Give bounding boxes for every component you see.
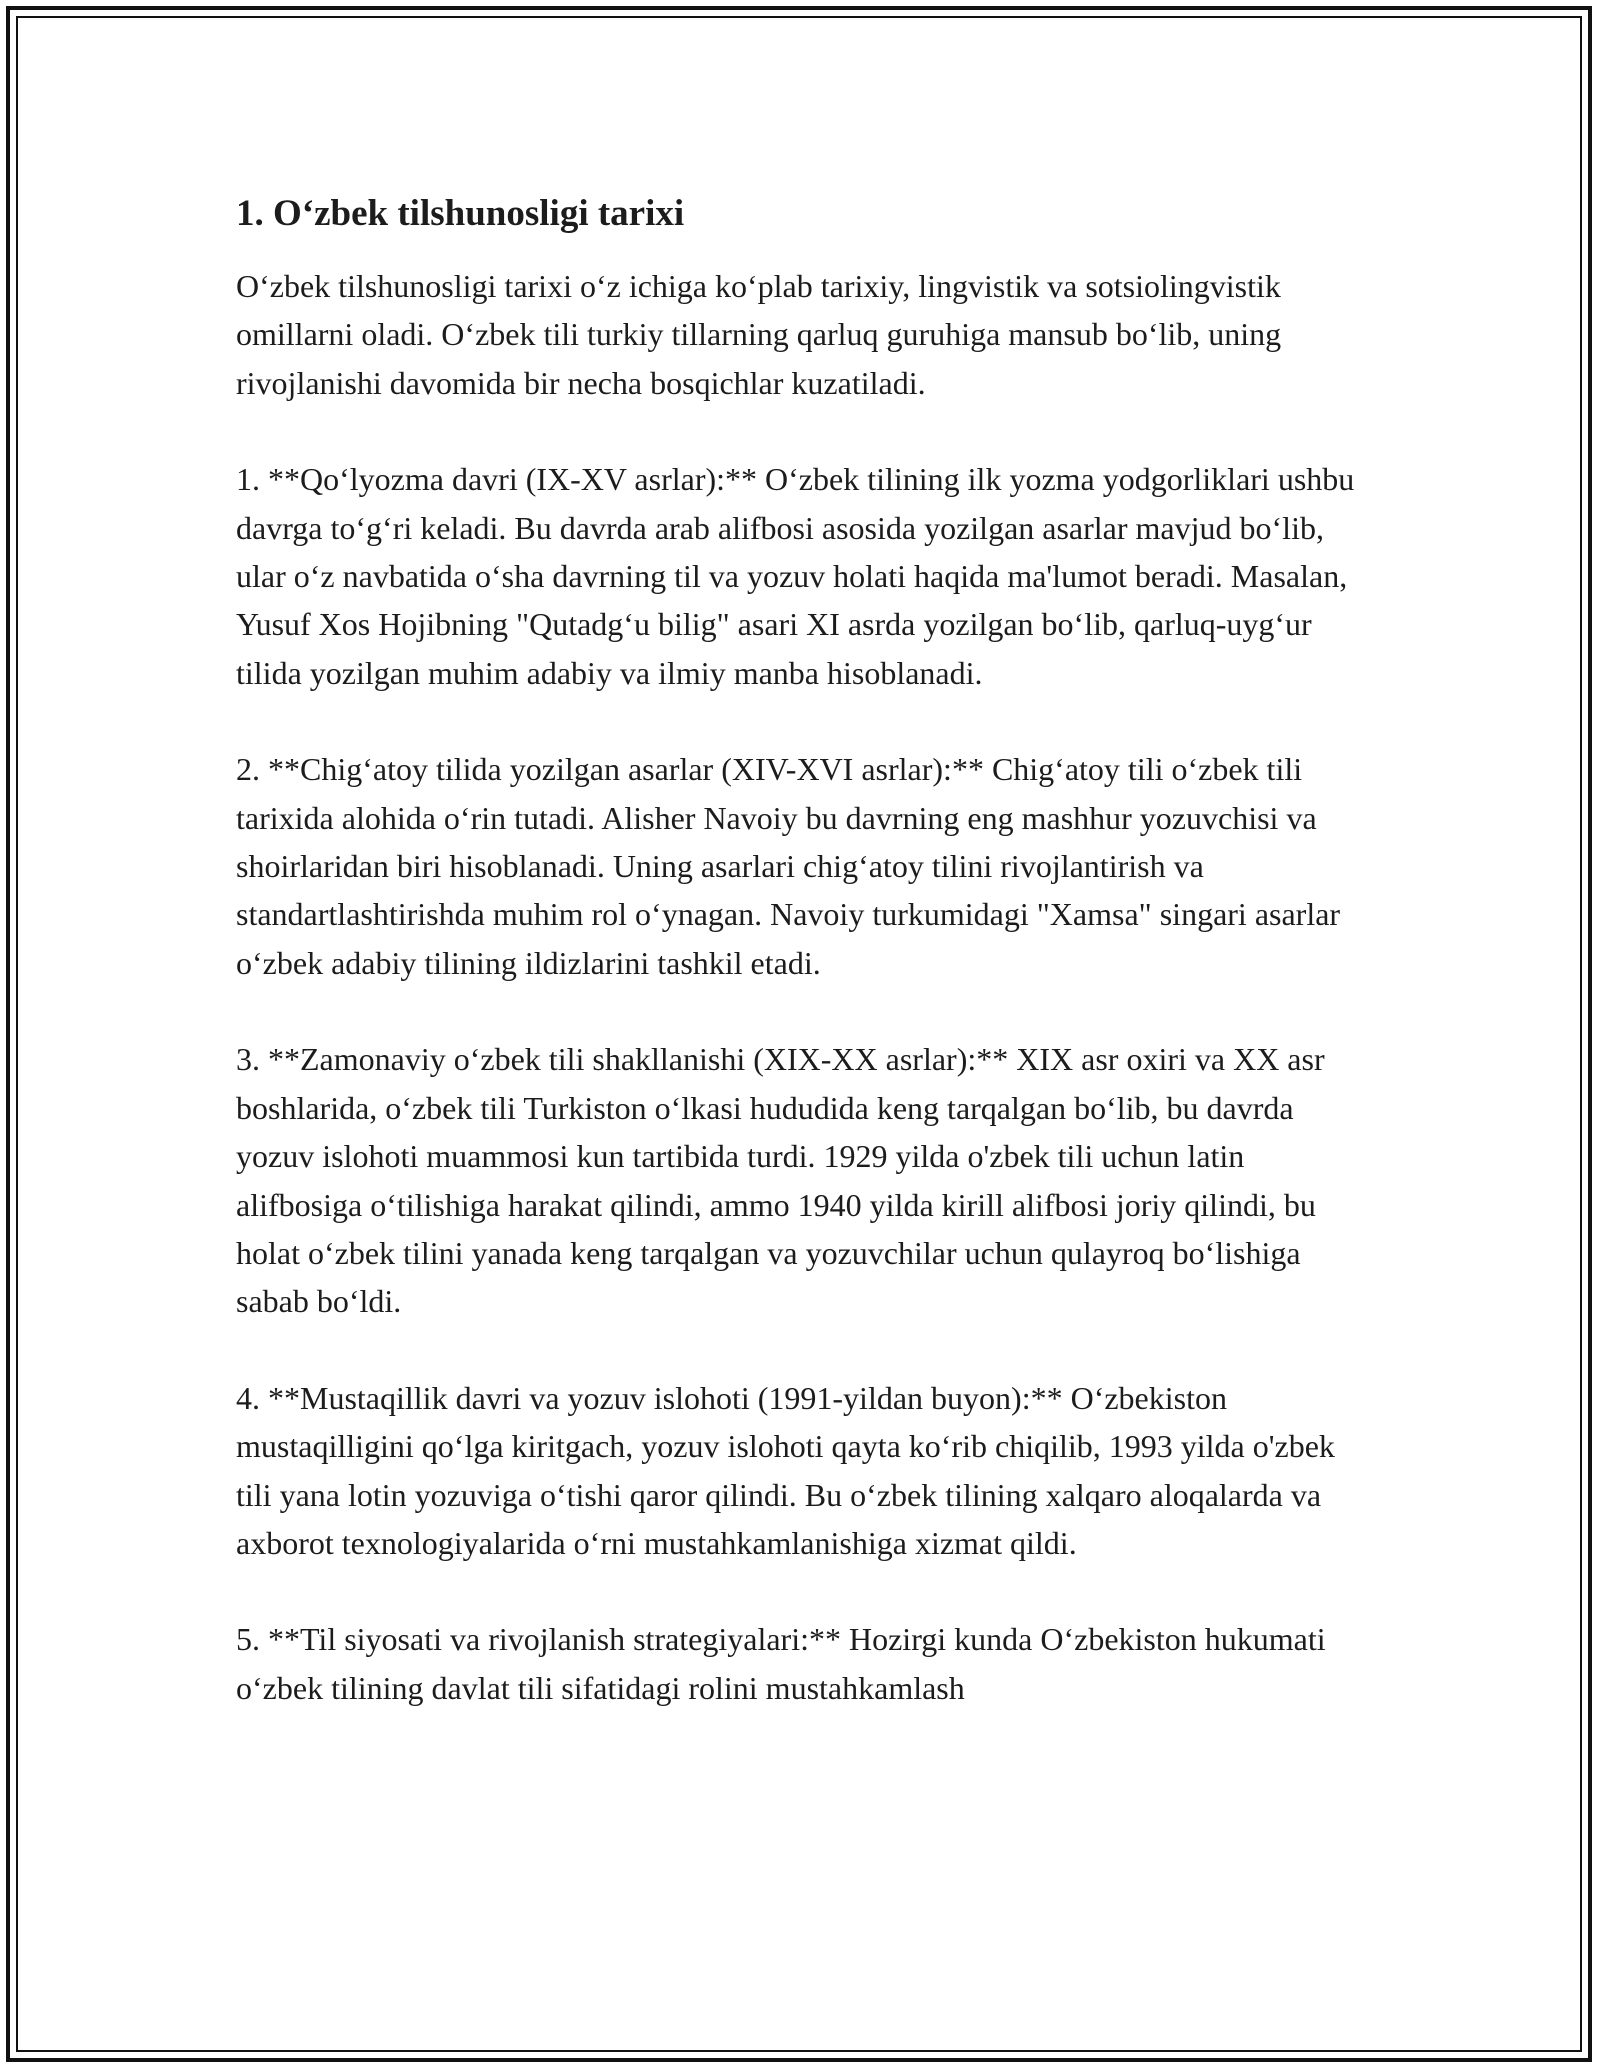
intro-paragraph: O‘zbek tilshunosligi tarixi o‘z ichiga ko‘plab tarixiy, lingvistik va sotsiolingvistik omillarni oladi. O‘zbek tili turkiy tillarning qarluq guruhiga mansub bo‘lib, uning rivojlanishi davomida bir necha bosqichlar kuzatiladi.: [236, 268, 1282, 401]
paragraph-independence-period: 4. **Mustaqillik davri va yozuv islohoti (1991-yildan buyon):** O‘zbekiston mustaqilligini qo‘lga kiritgach, yozuv islohoti qayta ko‘rib chiqilib, 1993 yilda o'zbek tili yana lotin yozuviga o‘tishi qaror qilindi. Bu o‘zbek tilining xalqaro aloqalarda va axborot texnologiyalarida o‘rni mustahkamlanishiga xizmat qildi.: [236, 1379, 1335, 1561]
document-body: [236, 182, 1376, 1712]
paragraph-manuscript-period: 1. **Qo‘lyozma davri (IX-XV asrlar):** O‘zbek tilining ilk yozma yodgorliklari ushbu davrga to‘g‘ri keladi. Bu davrda arab alifbosi asosida yozilgan asarlar mavjud bo‘lib, ular o‘z navbatida o‘sha davrning til va yozuv holati haqida ma'lumot beradi. Masalan, Yusuf Xos Hojibning "Qutadg‘u bilig" asari XI asrda yozilgan bo‘lib, qarluq-uyg‘ur tilida yozilgan muhim adabiy va ilmiy manba hisoblanadi.: [236, 461, 1355, 691]
section-heading: 1. O‘zbek tilshunosligi tarixi: [236, 193, 685, 234]
paragraph-language-policy: 5. **Til siyosati va rivojlanish strategiyalari:** Hozirgi kunda O‘zbekiston hukumati o‘zbek tilining davlat tili sifatidagi rolini mustahkamlash: [236, 1621, 1326, 1706]
paragraph-modern-formation: 3. **Zamonaviy o‘zbek tili shakllanishi (XIX-XX asrlar):** XIX asr oxiri va XX asr boshlarida, o‘zbek tili Turkiston o‘lkasi hududida keng tarqalgan bo‘lib, bu davrda yozuv islohoti muammosi kun tartibida turdi. 1929 yilda o'zbek tili uchun latin alifbosiga o‘tilishiga harakat qilindi, ammo 1940 yilda kirill alifbosi joriy qilindi, bu holat o‘zbek tilini yanada keng tarqalgan va yozuvchilar uchun qulayroq bo‘lishiga sabab bo‘ldi.: [236, 1041, 1325, 1320]
paragraph-chagatai-works: 2. **Chig‘atoy tilida yozilgan asarlar (XIV-XVI asrlar):** Chig‘atoy tili o‘zbek tili tarixida alohida o‘rin tutadi. Alisher Navoiy bu davrning eng mashhur yozuvchisi va shoirlaridan biri hisoblanadi. Uning asarlari chig‘atoy tilini rivojlantirish va standartlashtirishda muhim rol o‘ynagan. Navoiy turkumidagi "Xamsa" singari asarlar o‘zbek adabiy tilining ildizlarini tashkil etadi.: [236, 751, 1341, 981]
